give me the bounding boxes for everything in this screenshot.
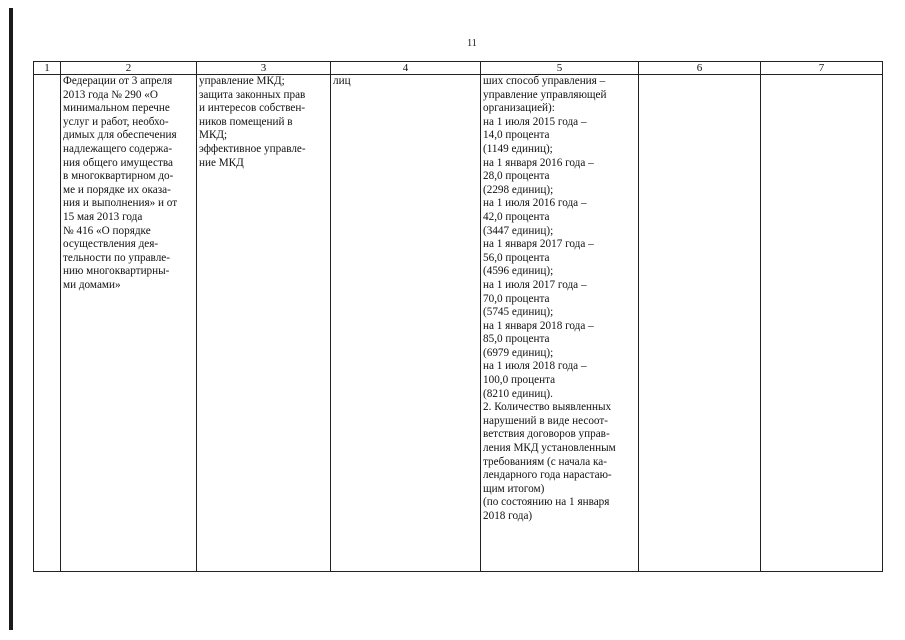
cell-col-6 [639, 75, 761, 572]
column-header-2: 2 [61, 62, 197, 75]
cell-col-2 [61, 75, 197, 572]
cell-col-7 [761, 75, 883, 572]
column-header-4: 4 [331, 62, 481, 75]
cell-col-5 [481, 75, 639, 572]
column-header-6: 6 [639, 62, 761, 75]
page-number: 11 [467, 38, 477, 49]
column-header-5: 5 [481, 62, 639, 75]
binding-edge [9, 8, 13, 630]
column-header-3: 3 [197, 62, 331, 75]
cell-text: Федерации от 3 апреля 2013 года № 290 «О минимальном перечне услуг и работ, необхо- димых для обеспечения надлежащего содержа- ния общего имущества в многоквартирном до- ме и порядке их оказа- ния и выполнения» и от 15 мая 2013 года № 416 «О порядке осуществления дея- тельности по управле- нию многоквартирны- ми домами» [63, 75, 178, 291]
table-row [34, 75, 883, 572]
table-header-row [34, 62, 883, 75]
column-header-1: 1 [34, 62, 61, 75]
cell-text: лиц [333, 75, 351, 87]
cell-text: ших способ управления – управление управляющей организацией): на 1 июля 2015 года – 14,0 процента (1149 единиц); на 1 января 2016 года – 28,0 процента (2298 единиц); на 1 июля 2016 года – 42,0 процента (3447 единиц); на 1 января 2017 года – 56,0 процента (4596 единиц); на 1 июля 2017 года – 70,0 процента (5745 единиц); на 1 января 2018 года – 85,0 процента (6979 единиц); на 1 июля 2018 года – 100,0 процента (8210 единиц). 2. Количество выявленных нарушений в виде несоот- ветствия договоров управ- ления МКД установленным требованиям (с начала ка- лендарного года нарастаю- щим итогом) (по состоянию на 1 января 2018 года) [483, 75, 616, 522]
column-header-7: 7 [761, 62, 883, 75]
cell-col-1 [34, 75, 61, 572]
cell-col-3 [197, 75, 331, 572]
document-table [33, 61, 883, 572]
cell-text: управление МКД; защита законных прав и интересов собствен- ников помещений в МКД; эффективное управле- ние МКД [199, 75, 306, 169]
cell-col-4 [331, 75, 481, 572]
